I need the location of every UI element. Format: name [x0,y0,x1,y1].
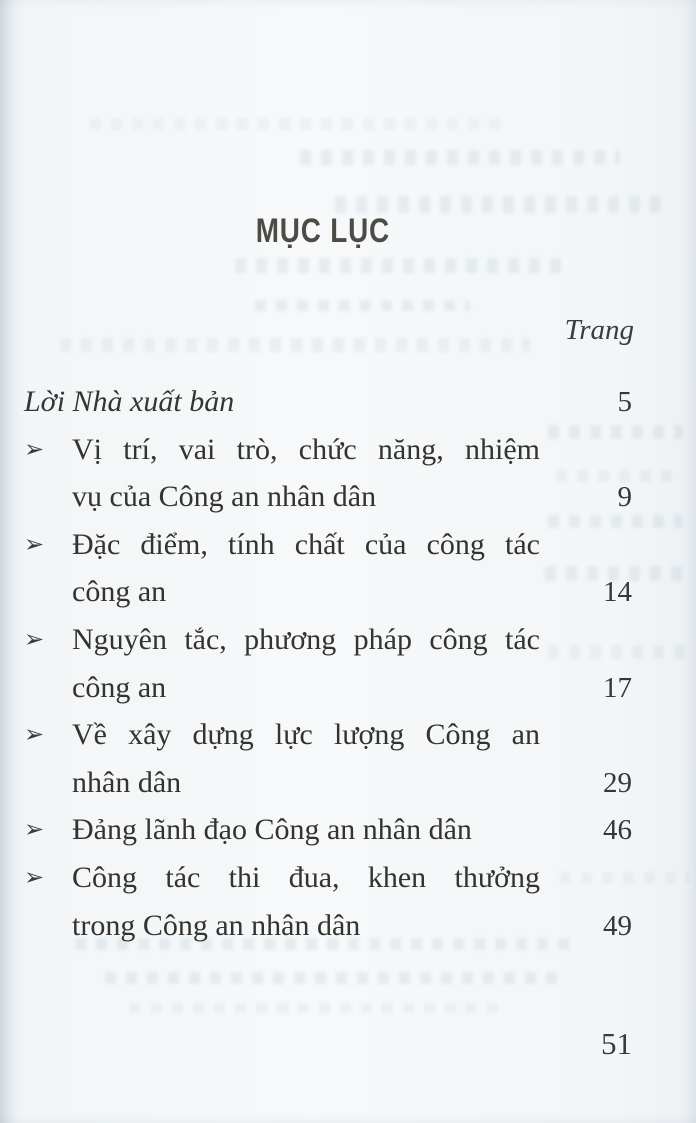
toc-entry-text: vụ của Công an nhân dân [72,480,377,514]
toc-row [24,621,632,669]
toc-page-number: 17 [603,671,632,704]
toc-row [24,907,632,955]
toc-page-number: 9 [617,481,632,514]
arrow-bullet-icon: ➢ [24,815,45,844]
toc-entry-text: Về xây dựng lực lượng Công an [72,718,540,752]
arrow-bullet-icon: ➢ [24,529,45,558]
toc-row [24,859,632,907]
page-bleed-artifact [235,258,565,273]
page-bleed-artifact [130,1003,500,1013]
toc-row [24,811,632,859]
page-bleed-artifact [90,118,510,130]
toc-entry-text: Vị trí, vai trò, chức năng, nhiệm [72,432,540,466]
toc-row [24,764,632,812]
page-bleed-artifact [105,972,560,984]
toc-entry-text: Đảng lãnh đạo Công an nhân dân [72,813,472,847]
toc-row [24,716,632,764]
page-title: MỤC LỤC [255,212,391,250]
toc-row [24,669,632,717]
toc-entry-text: nhân dân [72,765,182,799]
page-bleed-artifact [255,300,470,311]
toc-entry-text: Công tác thi đua, khen thưởng [72,860,540,894]
page-bleed-artifact [335,196,665,213]
page-bleed-artifact [60,338,530,352]
toc-page-number: 14 [603,576,632,609]
toc-entry-text: Nguyên tắc, phương pháp công tác [72,622,540,656]
arrow-bullet-icon: ➢ [24,862,45,891]
toc-row [24,431,632,479]
page-bleed-artifact [300,150,620,165]
toc-entry-text: công an [72,575,167,609]
arrow-bullet-icon: ➢ [24,720,45,749]
toc-page-number: 46 [603,814,632,847]
toc-row [24,573,632,621]
toc-row [24,383,632,431]
toc-page-number: 5 [617,386,632,418]
toc-entry-text: Lời Nhà xuất bản [24,385,235,418]
toc-row [24,526,632,574]
toc-list [24,383,632,954]
toc-entry-text: trong Công an nhân dân [72,908,361,942]
toc-entry-text: công an [72,670,167,704]
arrow-bullet-icon: ➢ [24,434,45,463]
page-column-label: Trang [564,314,634,346]
toc-page-number: 29 [603,766,632,799]
book-page-number: 51 [601,1026,632,1061]
toc-row [24,478,632,526]
toc-page-number: 49 [603,909,632,942]
arrow-bullet-icon: ➢ [24,624,45,653]
toc-entry-text: Đặc điểm, tính chất của công tác [72,527,540,561]
toc-title-wrap [0,212,646,251]
